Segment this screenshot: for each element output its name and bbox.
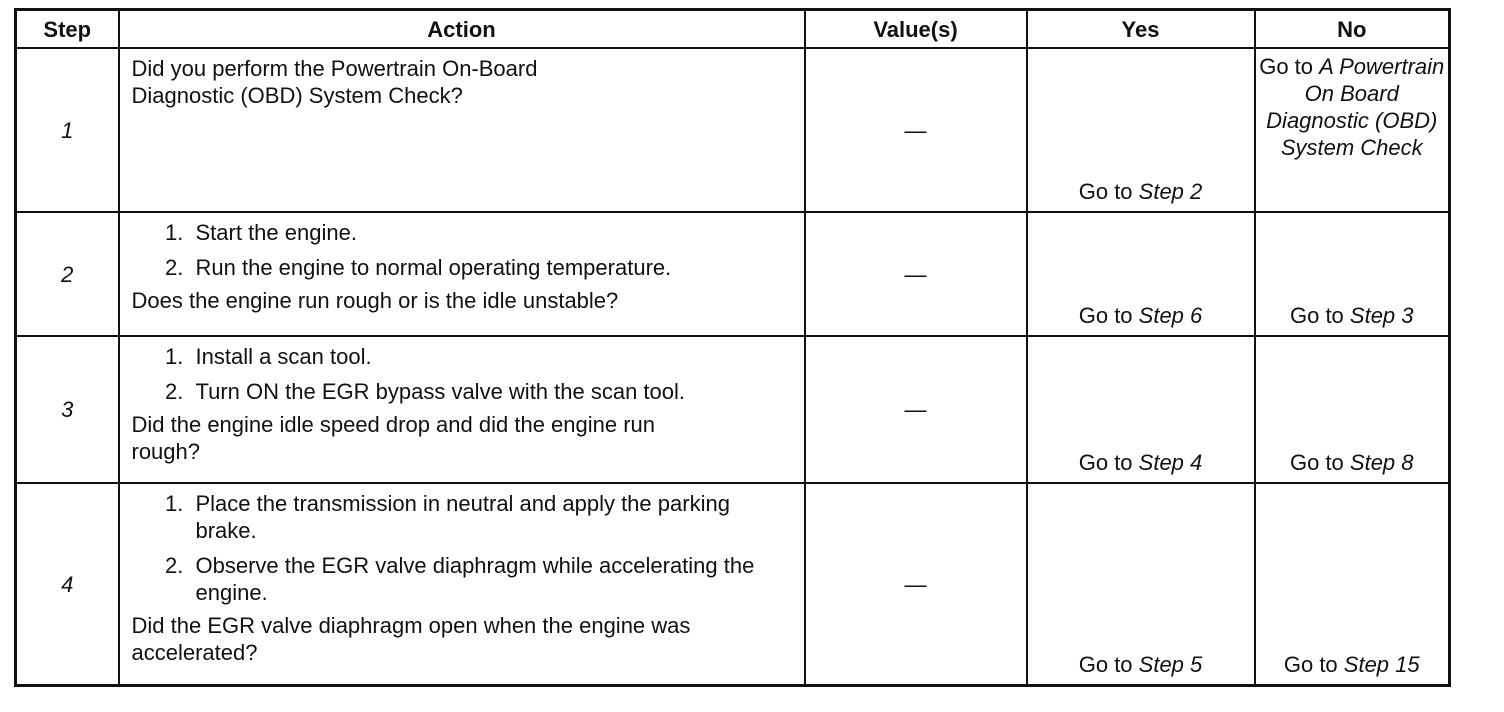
action-question: Did the EGR valve diaphragm open when the engine was accelerated?	[131, 613, 691, 665]
value-cell	[805, 48, 1027, 212]
no-step-link[interactable]: Step 8	[1349, 450, 1414, 475]
action-item: 1. Install a scan tool.	[190, 343, 792, 370]
value-cell	[805, 212, 1027, 336]
step-number: 2	[16, 212, 119, 336]
no-step-link[interactable]: Step 3	[1349, 303, 1414, 328]
no-cell	[1255, 48, 1450, 212]
table-row	[16, 483, 1450, 686]
value-dash: —	[904, 571, 927, 597]
action-item: 1. Place the transmission in neutral and apply the parking brake.	[190, 490, 792, 544]
no-cell	[1255, 483, 1450, 686]
yes-step-link[interactable]: Step 5	[1138, 652, 1203, 677]
no-prefix: Go to	[1259, 54, 1320, 79]
no-prefix: Go to	[1289, 303, 1350, 328]
yes-step-link[interactable]: Step 4	[1138, 450, 1203, 475]
no-prefix: Go to	[1289, 450, 1350, 475]
header-action: Action	[119, 10, 805, 49]
header-step: Step	[16, 10, 119, 49]
action-list	[132, 343, 792, 405]
yes-step-link[interactable]: Step 2	[1138, 179, 1203, 204]
no-prefix: Go to	[1283, 652, 1344, 677]
value-dash: —	[904, 117, 927, 143]
value-cell	[805, 483, 1027, 686]
action-cell	[119, 483, 805, 686]
action-cell	[119, 336, 805, 483]
table-row	[16, 212, 1450, 336]
value-dash: —	[904, 261, 927, 287]
yes-prefix: Go to	[1078, 652, 1139, 677]
yes-cell	[1027, 212, 1255, 336]
step-number: 1	[16, 48, 119, 212]
no-cell	[1255, 212, 1450, 336]
table-row	[16, 336, 1450, 483]
diagnostic-table	[14, 8, 1451, 687]
yes-step-link[interactable]: Step 6	[1138, 303, 1203, 328]
action-cell	[119, 48, 805, 212]
step-number: 3	[16, 336, 119, 483]
yes-cell	[1027, 336, 1255, 483]
action-item: 2. Turn ON the EGR bypass valve with the scan tool.	[190, 378, 792, 405]
header-values: Value(s)	[805, 10, 1027, 49]
header-row	[16, 10, 1450, 49]
table-row	[16, 48, 1450, 212]
value-dash: —	[904, 397, 927, 422]
yes-cell	[1027, 483, 1255, 686]
step-number: 4	[16, 483, 119, 686]
action-list	[132, 219, 792, 281]
yes-prefix: Go to	[1078, 303, 1139, 328]
no-step-link[interactable]: Step 15	[1343, 652, 1420, 677]
header-yes: Yes	[1027, 10, 1255, 49]
no-step-link[interactable]: A Powertrain On Board Diagnostic (OBD) System Check	[1266, 54, 1445, 160]
yes-prefix: Go to	[1078, 179, 1139, 204]
yes-prefix: Go to	[1078, 450, 1139, 475]
action-item: 1. Start the engine.	[190, 219, 792, 246]
header-no: No	[1255, 10, 1450, 49]
action-cell	[119, 212, 805, 336]
action-question: Does the engine run rough or is the idle unstable?	[131, 288, 619, 313]
action-item: 2. Run the engine to normal operating temperature.	[190, 254, 792, 281]
action-item: 2. Observe the EGR valve diaphragm while accelerating the engine.	[190, 552, 792, 606]
value-cell	[805, 336, 1027, 483]
action-question: Did you perform the Powertrain On-Board Diagnostic (OBD) System Check?	[131, 56, 538, 108]
action-question: Did the engine idle speed drop and did the engine run rough?	[131, 412, 656, 464]
action-list	[132, 490, 792, 606]
yes-cell	[1027, 48, 1255, 212]
no-cell	[1255, 336, 1450, 483]
